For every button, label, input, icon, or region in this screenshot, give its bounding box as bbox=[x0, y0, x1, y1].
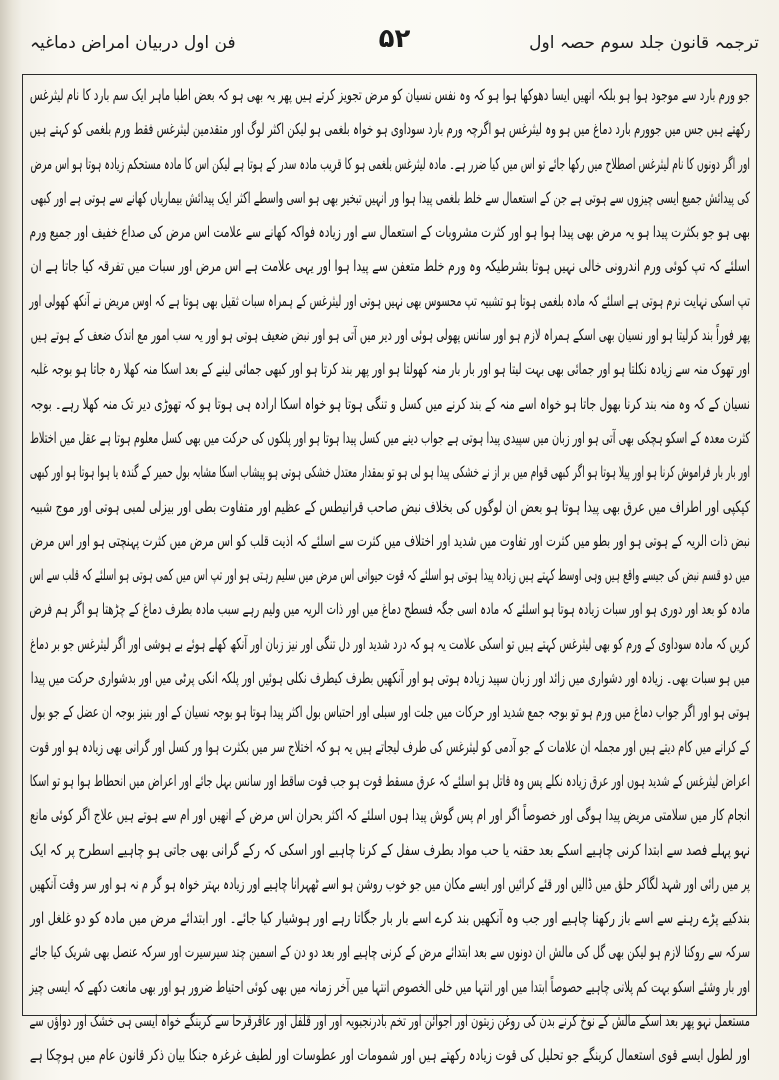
text-line: کثرت معدہ کے اسکو ہچکی بھی آتی ہو اور زبان میں سپیدی پیدا ہوتی ہے جواب دینے میں کسل پیدا ہوتا ہو اور پلکوں کی حرکت میں بھی کسل معلوم ہوتا ہے عقل میں اختلاط bbox=[29, 428, 751, 447]
text-line: نبض ذات الریہ کے ہوتی ہو اور بطو میں کثرت اور تفاوت میں شدید اور اختلاف میں کثرت سے اسلئے کہ اذیت قلب کو اس مرض میں کثرت پہنچتی ہو اور اس مرض bbox=[30, 531, 751, 550]
text-line: مستعمل نہو پھر بعد اسکے مالش کے نوخ کرنے بدن کی روغن زیتون اور اجوائن اور تخم بادرنجبویہ اور اور قلفل اور عاقرقرحا سے کرینگے خواہ ایسی ہی خشک اور دواؤں سے bbox=[29, 1012, 750, 1031]
text-line: کپکپی اور اطراف میں عرق بھی پیدا ہوتا ہو بعض ان لوگوں کی بخلاف نبض صاحب قرانیطس کے عظیم اور متفاوت بطی اور بیزلی لمبی ہوتی اور موج شبیہ bbox=[29, 497, 751, 516]
text-line: ہوتی ہو اور اگر جواب دماغ میں ورم ہو تو بوجہ جمع شدید اور حرکات میں جلت اور سبلی اور احتباس بول اکثر پیدا ہوتا ہو بوجہ نسیان کے اور بنیز بوجہ ان عضل کے جو بول bbox=[30, 703, 751, 722]
text-line: بھی ہو جو بکثرت پیدا ہو یہ مرض بھی پیدا ہوا ہو اور کثرت مشروبات کے استعمال سے اور زیادہ فواکہ کھانے سے علامت اس مرض کی صداع خفیف اور جمیع ورم bbox=[29, 223, 751, 242]
book-spine-shadow bbox=[0, 0, 22, 1080]
text-line: اور بار وشئے اسکو بہت کم پلانی چاہیے حصوصاً ابتدا میں اور انتہا میں خلی الخصوص انتہا میں آخر زمانہ میں بھی کوئی احتیاط ضرور ہو اور بھی مانعت دکھے کہ ایسی چیز bbox=[29, 977, 751, 996]
text-line: اعراض لیثرغس کے شدید ہوں اور عرق زیادہ نکلے پس وہ قاتل ہو اسلئے کہ عرق مسقط قوت ہو جب قوت ساقط اور سانس بہل جائے اور اعراض میں انحطاط ہوا ہو تو اسکا bbox=[29, 771, 750, 790]
text-line: پر میں رائی اور شہد لگاکر حلق میں ڈالیں اور قئے کرائیں اور ایسے مکان میں جو خوب روشن ہو اسے ٹھہرانا چاہیے اور زیادہ بہتر خواہ ہو گر م نہ ہو اور سر وقت آنکھیں bbox=[29, 874, 751, 893]
text-line: جو ورم بارد سے موجود ہوا ہو بلکہ انھیں ایسا دھوکھا ہوا ہو کہ وہ نفس نسیان کو مرض تجویز کرتے ہیں پھر یہ بھی ہو کہ بعض اطبا ماہر ایک سم بارد کا نام لیثرغس bbox=[29, 86, 750, 104]
text-line: کریں کہ مادہ سوداوی کے ورم کو بھی لیثرغس کہتے ہیں تو اسکی علامت یہ ہو کہ درد شدید اور دل تنگی اور نیز زبان اور آنکھ کھلے ہوئے بے ہوشی اور اگر لیثرغس جو بر دماغ bbox=[30, 634, 750, 653]
text-line: اسلئے کہ تپ کوئی ورم اندرونی خالی نہیں ہوتا بشرطیکہ وہ ورم خلط متعفن سے پیدا ہوا اور یہی علامت ہے اس مرض اور سبات میں تفرقہ کیا جاتا ہے ان bbox=[30, 257, 751, 276]
text-line: اور بار بار فراموش کرنا ہو اور پیلا ہوتا ہو اگر کبھی قوام میں بر از نے خشکی پیدا ہو لی ہو تو بمقدار معتدل خشکی ہوتی ہو پیشاب اسکا مشابہ بول حمیر کے گندہ یا ہوا ہوتا ہو اور کبھی bbox=[29, 463, 750, 482]
text-line: میں دو قسم نبض کی جیسے واقع ہیں وہی اوسط کہتے ہیں زیادہ پیدا ہوتی ہو اسلئے کہ قوت حیوانی اس مرض میں سلیم رہتی ہو اور تپ اس میں کمی ہوتی ہو اسلئے کہ قلب سے اس bbox=[29, 566, 750, 585]
text-line: نہو پہلے فصد سے ابتدا کرنی چاہیے اسکے بعد حقنہ یا حب مواد بطرف سفل کے کرنا چاہیے اور اسکی کہ رکے گرانی بھی جاتی ہو چاہیے اسطرح پر کہ ایک bbox=[29, 840, 750, 859]
text-line: اور لطول ایسے قوی استعمال کرینگے جو تحلیل کی قوت زیادہ رکھتے ہیں اور شمومات اور عطوسات اور لطیف غرغرہ جنکا بیان ذکر قانون عام میں ہوچکا ہے bbox=[29, 1046, 750, 1065]
text-line: اور تھوک منہ سے زیادہ نکلتا ہو اور جمائی بھی بہت لیتا ہو اور بار بار منہ کھولتا ہو اور پھر بند کرتا ہو اور کبھی جمائی لینے کے بعد اسکا منہ کھلا رہ جاتا ہو بوجہ غلبہ bbox=[30, 360, 751, 379]
page-header bbox=[30, 24, 759, 68]
page-body-text bbox=[29, 78, 751, 1065]
text-line: نسیان کے کہ وہ منہ بند کرنا بھول جاتا ہو خواہ اسے منہ کے بند کرنے میں کسل و تنگی ہوتا ہو خواہ اسکا ارادہ ہی ہوتا ہو کہ تھوڑی دیر تک منہ کھلا رہے۔ بوجہ bbox=[30, 394, 750, 413]
text-line: تپ اسکی نہایت نرم ہوتی ہے اسلئے کہ مادہ بلغمی ہوتا ہو تشبیہ تپ محسوس بھی نہیں ہوتی اور لیثرغس کے ہمراہ سبات ثقیل بھی ہوتا ہے کہ اوس مریض نے آنکھ کھولی اور bbox=[29, 291, 751, 310]
chapter-title: فن اول دربیان امراض دماغیہ bbox=[30, 33, 236, 53]
text-line: اور اگر دونوں کا نام لیثرغس اصطلاح میں رکھا جائے تو اس میں کیا ضرر ہے۔ مادہ لیثرغس بلغمی ہو کا قریب مادہ سدر کے ہوتا ہے لیکن اس کا مادہ مستحکم زیادہ ہوتا ہو اس مرض bbox=[30, 154, 750, 173]
text-line: رکھتے ہیں جس میں جوورم بارد دماغ میں ہو وہ لیثرغس ہو اگرچہ ورم بارد سوداوی ہو خواہ بلغمی ہو لیکن اکثر لوگ اور متقدمین لیثرغس فقط ورم بلغمی کو کہتے ہیں bbox=[29, 120, 750, 139]
text-line: انجام کار میں سلامتی مریض پیدا ہوگی اور خصوصاً اگر اور ام پس گوش پیدا ہوں اسلئے کہ اکثر بحران اس مرض کے انھیں اور ام سے ہوتے ہیں علاج اگر کوئی مانع bbox=[30, 806, 751, 825]
text-line: کی پیدائش جمیع ایسی چیزوں سے ہوتی ہے جن کے استعمال سے خلط بلغمی پیدا ہوا ور انہیں تبخیر بھی ہو اسی واسطے اکثر ایک پیدائش بیماریاں کھانے سے ہوتی ہے اور کبھی bbox=[30, 188, 751, 207]
text-line: سرکہ سے روکنا لازم ہو لیکن بھی گل کی مالش ان دونوں سے بعد ابتدائے مرض کے کرنی چاہیے اور بعد دو دن کے اسمین چند سیرسیرت اور سرکہ عنصل بھی شریک کیا جائے bbox=[29, 943, 750, 962]
text-line: مادہ کو بعد اور دوری ہو اور سبات زیادہ ہوتا ہو اسلئے کہ مادہ اسی جگہ فسطح دماغ میں اور ذات الریہ میں ولیم رہے سبب مادہ بطرف دماغ کے چڑھتا ہو اگر ہم فرض bbox=[29, 600, 750, 619]
text-line: پھر فوراً بند کرلیتا ہو اور نسیان بھی اسکے ہمراہ لازم ہو اور سانس پھولی ہوئی اور دیر میں آتی ہو اور نبض ضعیف ہوتی ہو اور یہ سب امور مع اندک ضعف کے ہوتے ہیں bbox=[30, 326, 751, 345]
text-line: کے کرانے میں کام دیتے ہیں اور مجملہ ان علامات کے جو آدمی کو لیثرغس کی طرف لیجاتے ہیں یہ ہو کہ اختلاج سر میں بکثرت ہوا ور کسل اور گرانی بھی زیادہ ہو اور قوت bbox=[29, 737, 750, 756]
page-number: ۵۲ bbox=[378, 24, 411, 54]
text-line: میں ہو سبات بھی۔ زیادہ اور دشواری میں زائد اور زبان سپید زیادہ ہوتی ہو اور آنکھیں بطرف کیطرف نکلی ہوئیں اور پلکہ انکی پرٹی میں اور بدشواری حرکت میں پیدا bbox=[30, 669, 750, 688]
text-line: بندکیے پڑے رہنے سے اسے باز رکھنا چاہیے اور جب وہ آنکھیں بند کرے اسے بار بار جگاتا رہے اور ہوشیار کیا جائے۔ اور ابتدائے مرض میں مادہ کو دو غلغل اور bbox=[30, 909, 751, 928]
book-title: ترجمہ قانون جلد سوم حصہ اول bbox=[529, 33, 759, 53]
